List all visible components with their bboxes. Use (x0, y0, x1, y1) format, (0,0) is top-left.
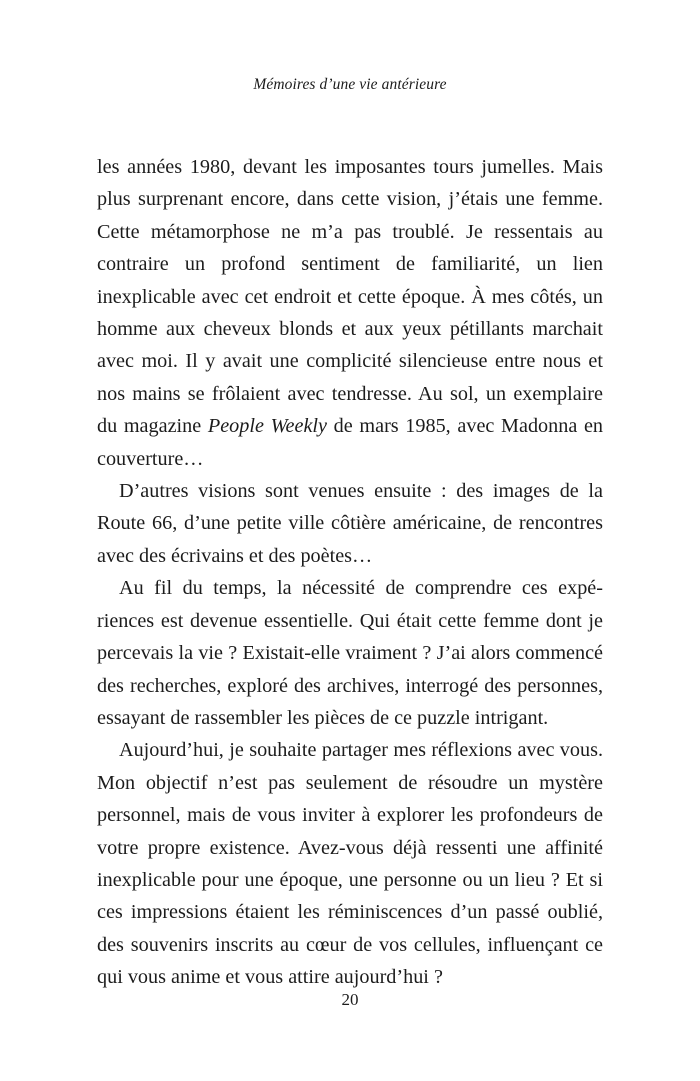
body-text (97, 151, 603, 994)
paragraph-1 (97, 151, 603, 475)
running-header: Mémoires d’une vie antérieure (253, 76, 447, 93)
paragraph-1-text: les années 1980, devant les imposantes tours jumelles. Mais plus surprenant encore, dans cette vision, j’étais une femme. Cette métamorphose ne m’a pas troublé. Je ressentais au contraire un profond sentiment de familiarité, un lien inexplicable avec cet endroit et cette époque. À mes côtés, un homme aux cheveux blonds et aux yeux pétillants marchait avec moi. Il y avait une complicité silencieuse entre nous et nos mains se frôlaient avec tendresse. Au sol, un exemplaire du magazine (97, 156, 603, 438)
paragraph-1-text-end: de mars 1985, avec Madonna en couverture… (97, 415, 604, 470)
magazine-title: People Weekly (207, 415, 328, 438)
paragraph-3: Au fil du temps, la nécessité de comprendre ces expériences est devenue essentielle. Qui était cette femme dont je percevais la vie ? Existait-elle vraiment ? J’ai alors commencé des recherches, exploré des archives, interrogé des personnes, essayant de rassembler les pièces de ce puzzle intrigant. (97, 577, 603, 729)
paragraph-2: D’autres visions sont venues ensuite : des images de la Route 66, d’une petite ville côtière américaine, de rencontres avec des écrivains et des poètes… (97, 480, 603, 567)
paragraph-4: Aujourd’hui, je souhaite partager mes réflexions avec vous. Mon objectif n’est pas seulement de résoudre un mystère personnel, mais de vous inviter à explorer les profondeurs de votre propre existence. Avez-vous déjà ressenti une affinité inexplicable pour une époque, une personne ou un lieu ? Et si ces impressions étaient les réminiscences d’un passé oublié, des souvenirs inscrits au cœur de vos cellules, influençant ce qui vous anime et vous attire aujourd’hui ? (97, 739, 603, 989)
page-number: 20 (341, 990, 359, 1009)
